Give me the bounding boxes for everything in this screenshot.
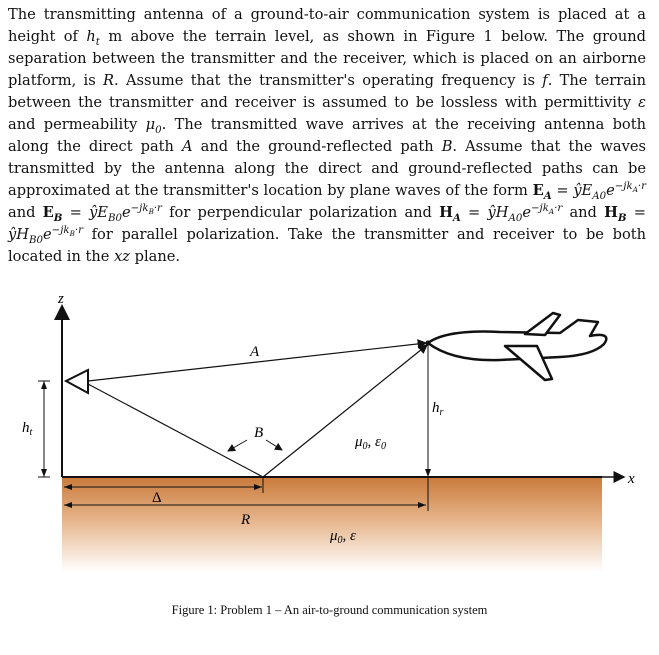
- z-axis-label: z: [58, 291, 64, 307]
- wave-vector-arrow-in: [228, 440, 247, 451]
- ht-label: $h_t$: [22, 420, 33, 438]
- transmit-antenna-icon: [66, 370, 88, 393]
- hr-label: $h_r$: [432, 400, 444, 418]
- HB-vector: $H_B$: [604, 204, 627, 224]
- receive-antenna-point: [426, 341, 431, 346]
- wave-vector-arrow-out: [266, 440, 282, 450]
- path-A-label: A: [250, 344, 260, 360]
- problem-statement: [8, 4, 646, 268]
- HA-vector: $H_A$: [439, 204, 461, 224]
- delta-label: Δ: [152, 490, 162, 506]
- ht-arrow-top: [41, 381, 47, 389]
- R-label: R: [241, 512, 251, 528]
- ground-medium-label: $\mu_0$, ε: [330, 528, 356, 546]
- reflected-path-B: [263, 345, 427, 477]
- ht-arrow-bottom: [41, 469, 47, 477]
- ground-region: [62, 477, 602, 572]
- figure-caption: Figure 1: Problem 1 – An air-to-ground communication system: [171, 603, 488, 617]
- EB-vector: $E_B$: [42, 204, 63, 224]
- hr-arrow-bottom: [425, 469, 431, 477]
- problem-paragraph: The transmitting antenna of a ground-to-air communication system is placed at a height of $h_t$ m above the terrain level, as shown in Figure 1 below. The ground separation between the transmitter and the receiver, which is placed on an airborne platform, is R. Assume that the transmitter's operating frequency is f. The terrain between the transmitter and receiver is assumed to be lossless with permittivity ε and permeability $\mu_0$. The transmitted wave arrives at the receiving antenna both along the direct path A and the ground-reflected path B. Assume that the waves transmitted by the antenna along the direct and ground-reflected paths can be approximated at the transmitter's location by plane waves of the form $E_A$ = $ŷE_{A0}e^{-jk_A\cdot r}$ and $E_B$ = $ŷE_{B0}e^{-jk_B\cdot r}$ for perpendicular polarization and $H_A$ = $ŷH_{A0}e^{-jk_A\cdot r}$ and $H_B$ = $ŷH_{B0}e^{-jk_B\cdot r}$ for parallel polarization. Take the transmitter and receiver to be both located in the xz plane.: [8, 6, 646, 265]
- x-axis-label: x: [628, 471, 635, 487]
- incident-path-B: [88, 384, 263, 477]
- path-B-label: B: [254, 425, 264, 441]
- air-medium-label: $\mu_0$, $\varepsilon_0$: [355, 434, 386, 452]
- ht-symbol: $h_t$: [86, 28, 100, 48]
- airplane-icon: [428, 313, 606, 380]
- EA-vector: $E_A$: [532, 182, 552, 202]
- figure-diagram: [0, 290, 659, 590]
